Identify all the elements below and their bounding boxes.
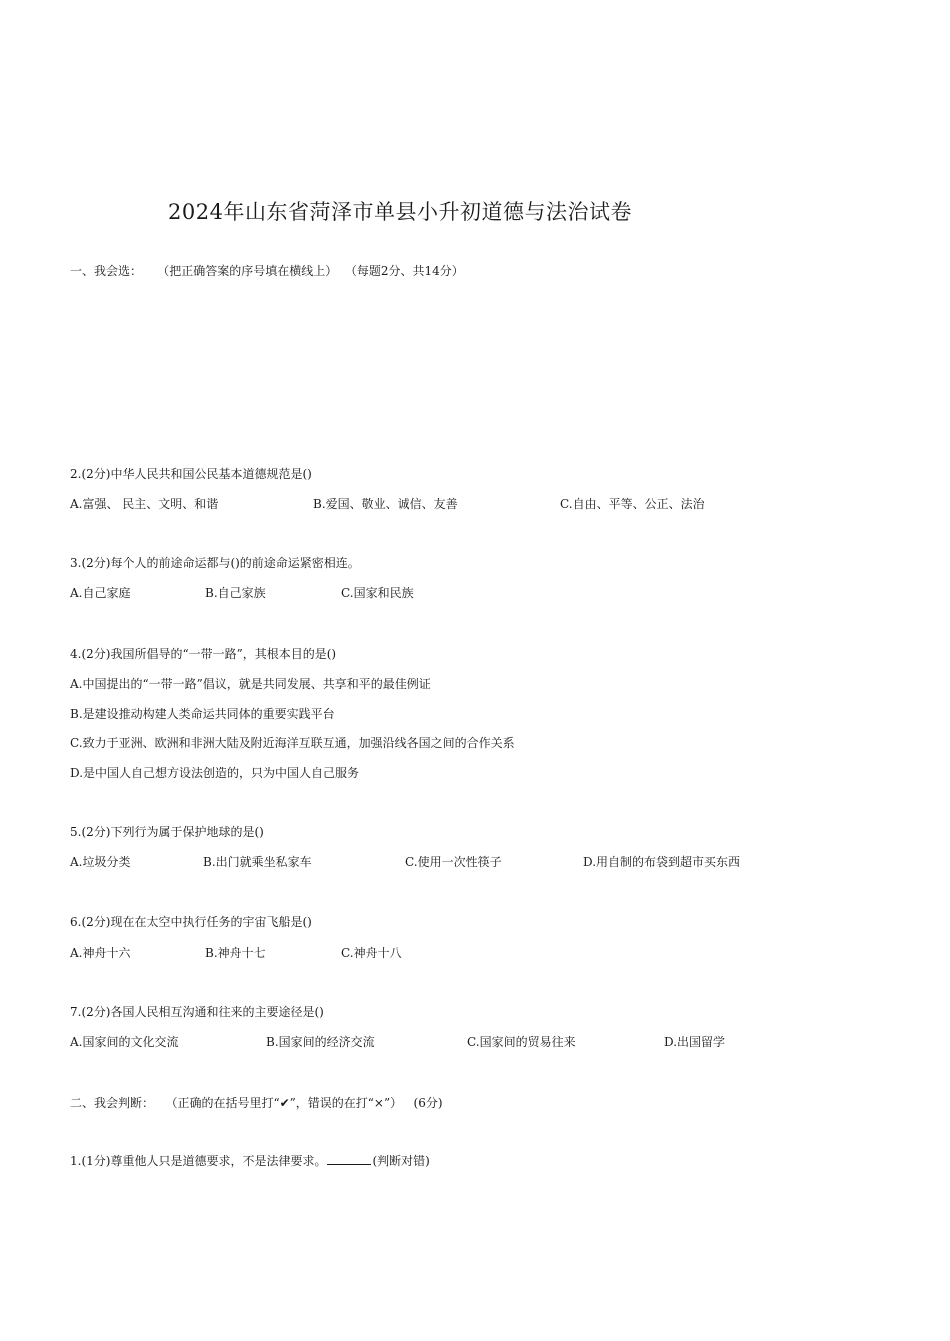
question-7-stem: 7.(2分)各国人民相互沟通和往来的主要途径是() xyxy=(70,1005,324,1019)
question-6-stem: 6.(2分)现在在太空中执行任务的宇宙飞船是() xyxy=(70,915,312,929)
judgment-question-1-suffix: (判断对错) xyxy=(372,1154,430,1168)
question-4-option-d: D.是中国人自己想方设法创造的，只为中国人自己服务 xyxy=(70,766,360,780)
question-4-option-b: B.是建设推动构建人类命运共同体的重要实践平台 xyxy=(70,707,335,721)
question-5-option-b: B.出门就乘坐私家车 xyxy=(203,855,312,869)
section-2-heading: 二、我会判断： （正确的在括号里打“✔”，错误的在打“×”） (6分) xyxy=(70,1096,443,1110)
section-1-heading: 一、我会选： （把正确答案的序号填在横线上） （每题2分、共14分） xyxy=(70,264,464,278)
question-5-option-d: D.用自制的布袋到超市买东西 xyxy=(583,855,741,869)
question-2-option-c: C.自由、平等、公正、法治 xyxy=(560,497,705,511)
question-2-option-b: B.爱国、敬业、诚信、友善 xyxy=(313,497,458,511)
question-4-option-a: A.中国提出的“一带一路”倡议，就是共同发展、共享和平的最佳例证 xyxy=(70,677,431,691)
question-7-option-d: D.出国留学 xyxy=(664,1035,726,1049)
question-7-option-c: C.国家间的贸易往来 xyxy=(467,1035,576,1049)
question-4-stem: 4.(2分)我国所倡导的“一带一路”，其根本目的是() xyxy=(70,647,337,661)
question-7-option-a: A.国家间的文化交流 xyxy=(70,1035,179,1049)
question-2-stem: 2.(2分)中华人民共和国公民基本道德规范是() xyxy=(70,467,312,481)
question-7-option-b: B.国家间的经济交流 xyxy=(266,1035,375,1049)
question-3-option-a: A.自己家庭 xyxy=(70,586,131,600)
question-3-option-c: C.国家和民族 xyxy=(341,586,414,600)
exam-title: 2024年山东省菏泽市单县小升初道德与法治试卷 xyxy=(168,200,632,224)
answer-blank[interactable] xyxy=(327,1152,371,1165)
question-6-option-c: C.神舟十八 xyxy=(341,946,402,960)
judgment-question-1 xyxy=(70,1152,430,1169)
question-5-option-c: C.使用一次性筷子 xyxy=(405,855,502,869)
question-3-stem: 3.(2分)每个人的前途命运都与()的前途命运紧密相连。 xyxy=(70,556,360,570)
question-5-stem: 5.(2分)下列行为属于保护地球的是() xyxy=(70,825,264,839)
question-5-option-a: A.垃圾分类 xyxy=(70,855,131,869)
question-2-option-a: A.富强、 民主、文明、和谐 xyxy=(70,497,219,511)
question-6-option-a: A.神舟十六 xyxy=(70,946,131,960)
question-6-option-b: B.神舟十七 xyxy=(205,946,266,960)
question-3-option-b: B.自己家族 xyxy=(205,586,266,600)
judgment-question-1-text: 1.(1分)尊重他人只是道德要求，不是法律要求。 xyxy=(70,1154,327,1168)
question-4-option-c: C.致力于亚洲、欧洲和非洲大陆及附近海洋互联互通，加强沿线各国之间的合作关系 xyxy=(70,736,515,750)
